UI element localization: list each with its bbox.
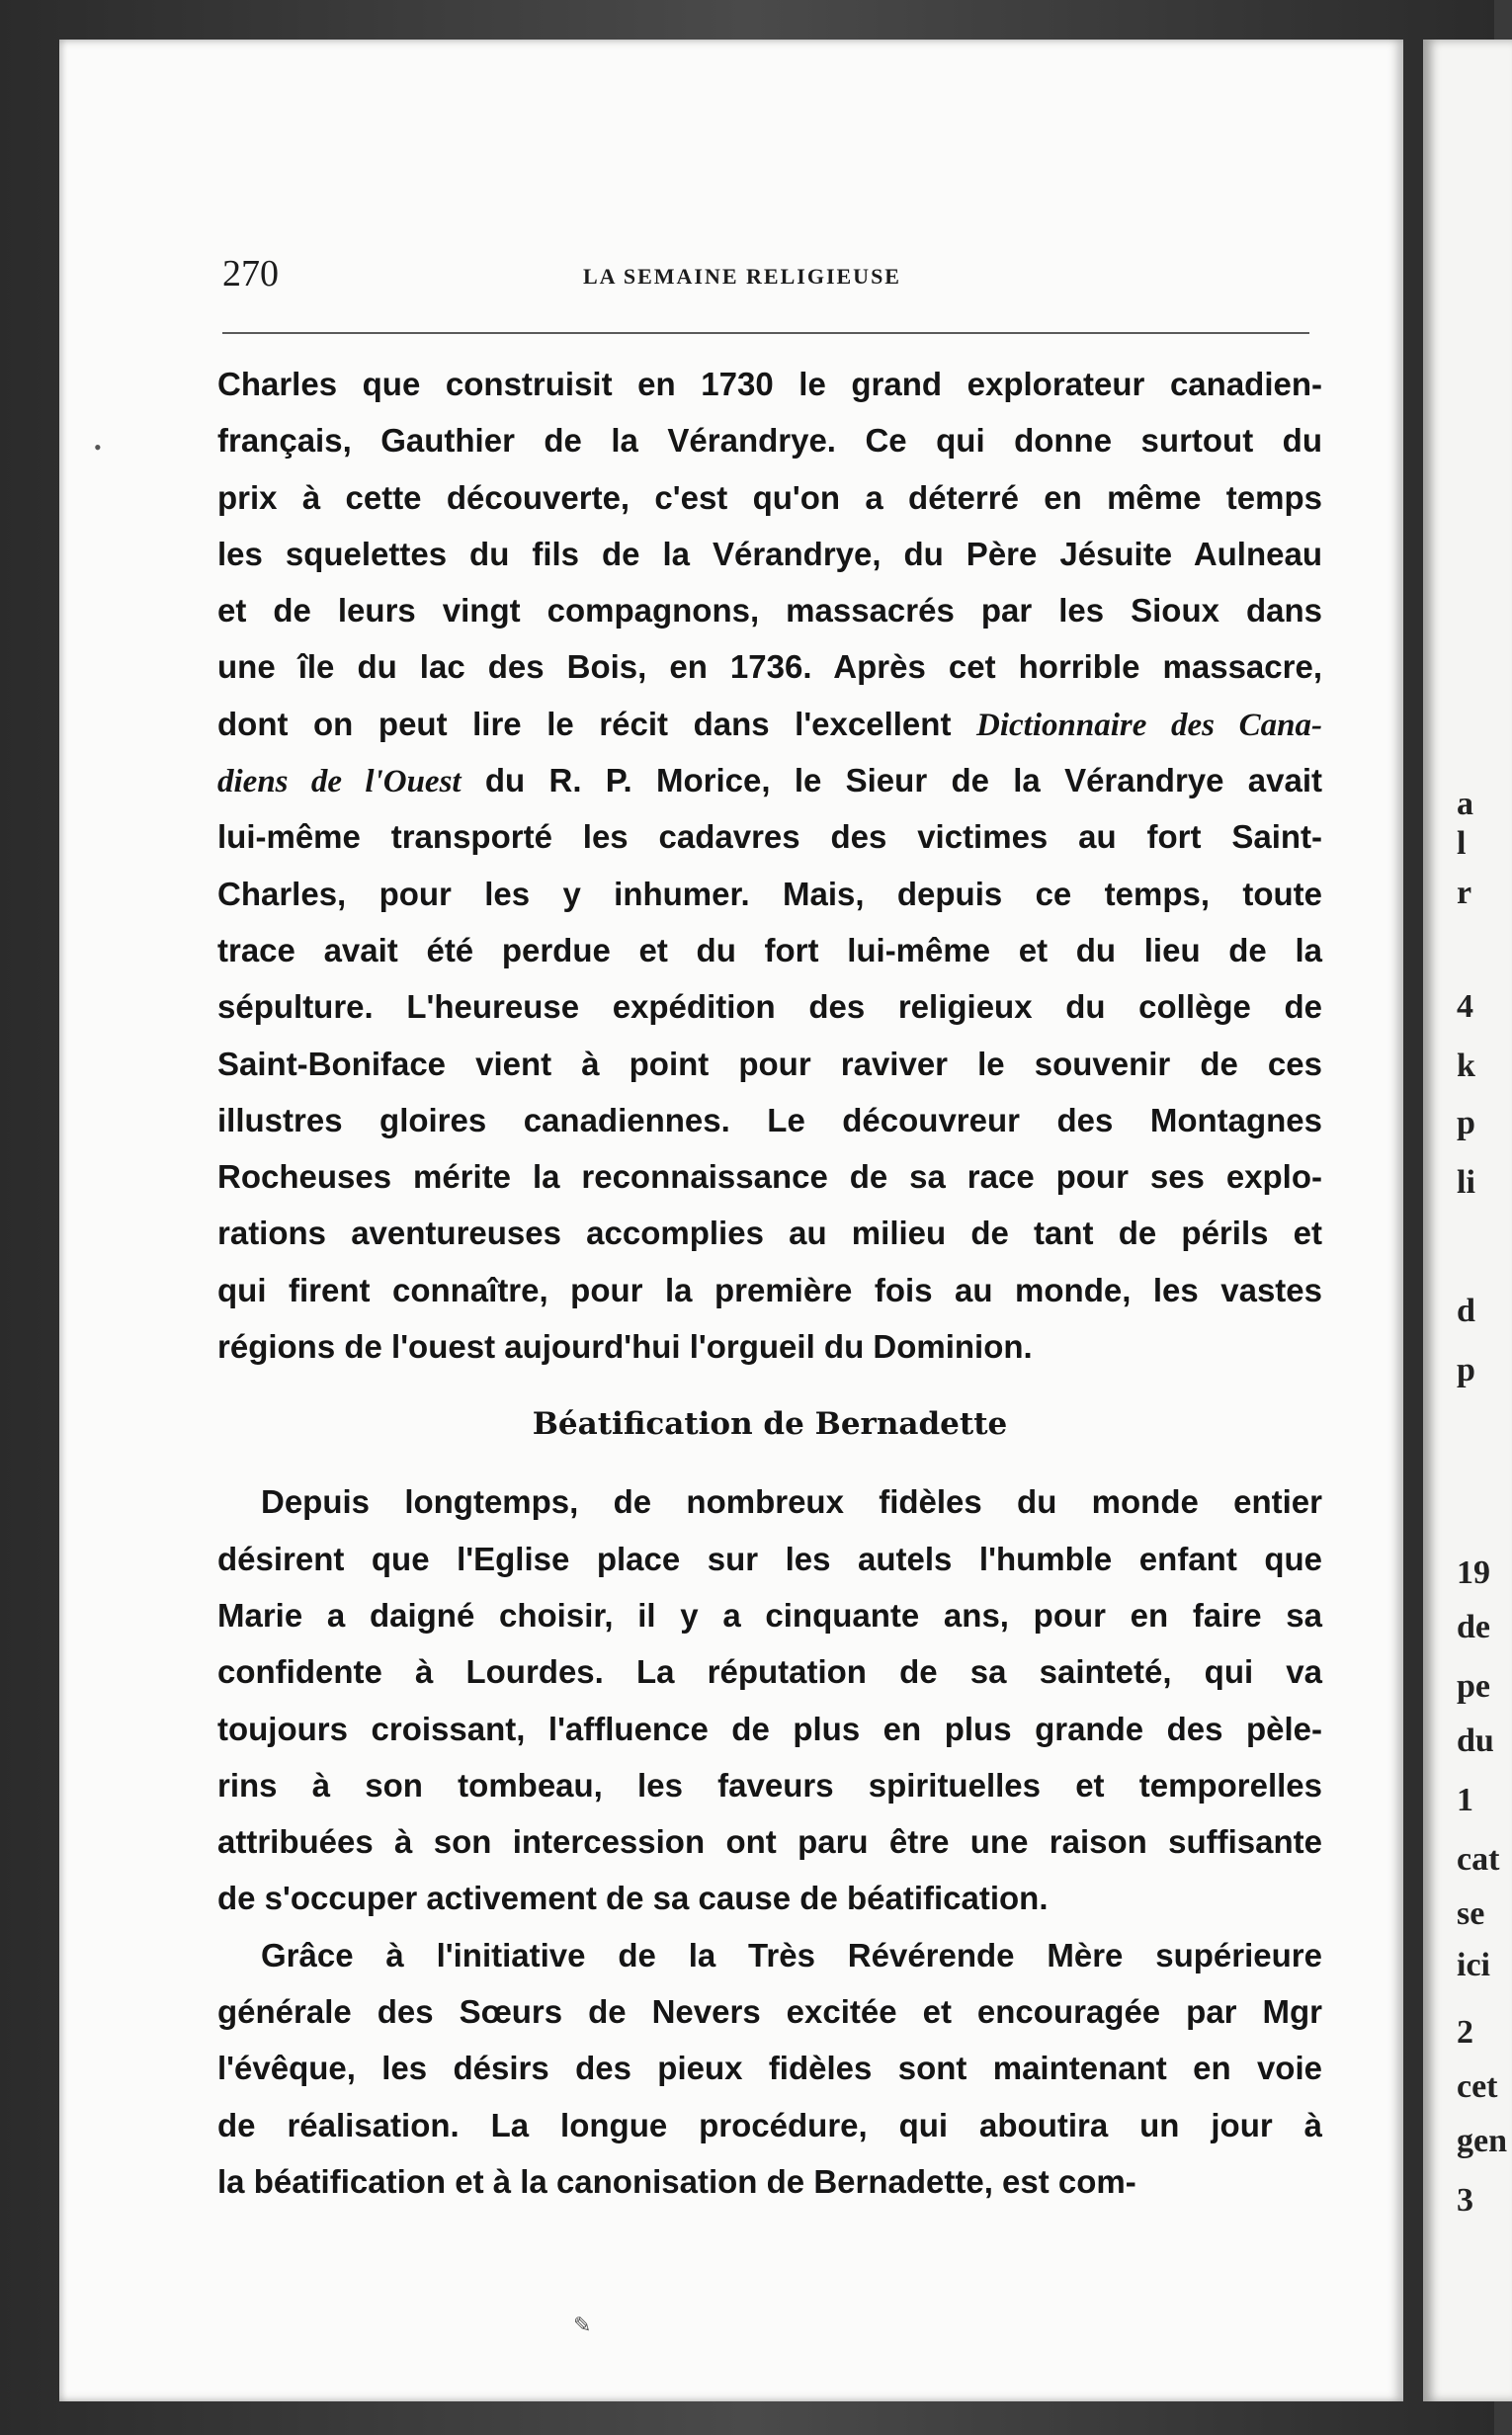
- text-line: qui firent connaître, pour la première fois au monde, les vastes: [217, 1271, 1322, 1308]
- adjacent-page-fragment: 19: [1457, 1554, 1490, 1591]
- text-line: de s'occuper activement de sa cause de béatification.: [217, 1880, 1049, 1917]
- scan-speck: •: [94, 435, 102, 460]
- adjacent-page-fragment: l: [1457, 825, 1467, 862]
- adjacent-page-fragment: li: [1457, 1164, 1475, 1201]
- paragraph-veranderye: [217, 356, 1322, 1375]
- adjacent-page-fragment: d: [1457, 1293, 1475, 1329]
- text-line: rins à son tombeau, les faveurs spirituelles et temporelles: [217, 1766, 1322, 1804]
- text-line: rations aventureuses accomplies au milieu de tant de périls et: [217, 1215, 1322, 1252]
- text-line: une île du lac des Bois, en 1736. Après cet horrible massacre,: [217, 648, 1322, 686]
- paragraph-bernadette-procedure: [217, 1927, 1322, 2210]
- header-rule: [222, 332, 1309, 334]
- text-line: illustres gloires canadiennes. Le découvreur des Montagnes: [217, 1101, 1322, 1138]
- text-line: trace avait été perdue et du fort lui-même et du lieu de la: [217, 931, 1322, 968]
- text-line: lui-même transporté les cadavres des victimes au fort Saint-: [217, 818, 1322, 856]
- adjacent-page-fragment: de: [1457, 1609, 1490, 1645]
- adjacent-page-fragment: pe: [1457, 1668, 1490, 1705]
- text-line: désirent que l'Eglise place sur les autels l'humble enfant que: [217, 1540, 1322, 1577]
- adjacent-page-fragment: p: [1457, 1105, 1475, 1141]
- text-line: Depuis longtemps, de nombreux fidèles du monde entier: [261, 1483, 1322, 1521]
- text-run: dont on peut lire le récit dans l'excellent: [217, 705, 976, 742]
- text-line: les squelettes du fils de la Vérandrye, du Père Jésuite Aulneau: [217, 535, 1322, 572]
- text-line: Charles, pour les y inhumer. Mais, depuis ce temps, toute: [217, 875, 1322, 912]
- adjacent-page-fragment: cet: [1457, 2068, 1498, 2105]
- page-number: 270: [222, 253, 279, 294]
- italic-title: Dictionnaire des Cana-: [976, 707, 1322, 743]
- adjacent-page-fragment: a: [1457, 786, 1473, 822]
- text-line: [217, 752, 1322, 808]
- text-line: attribuées à son intercession ont paru être une raison suffisante: [217, 1823, 1322, 1861]
- body-text: [217, 356, 1322, 2210]
- adjacent-page-fragment: cat: [1457, 1841, 1500, 1878]
- text-line: Charles que construisit en 1730 le grand explorateur canadien-: [217, 366, 1322, 402]
- adjacent-page-fragment: se: [1457, 1895, 1485, 1932]
- adjacent-page-fragment: ici: [1457, 1947, 1490, 1983]
- text-line: et de leurs vingt compagnons, massacrés par les Sioux dans: [217, 592, 1322, 630]
- adjacent-page-fragment: 4: [1457, 988, 1473, 1025]
- text-line: confidente à Lourdes. La réputation de sa sainteté, qui va: [217, 1653, 1322, 1691]
- page-header: [222, 252, 1309, 301]
- adjacent-page-fragment: k: [1457, 1048, 1475, 1084]
- adjacent-page-fragment: gen: [1457, 2123, 1507, 2159]
- adjacent-page-fragment: p: [1457, 1352, 1475, 1388]
- text-line: prix à cette découverte, c'est qu'on a déterré en même temps: [217, 478, 1322, 516]
- paragraph-bernadette-intro: [217, 1473, 1322, 1926]
- text-line: Marie a daigné choisir, il y a cinquante ans, pour en faire sa: [217, 1596, 1322, 1634]
- text-line: [217, 696, 1322, 752]
- adjacent-page-fragment: 2: [1457, 2014, 1473, 2051]
- text-line: sépulture. L'heureuse expédition des religieux du collège de: [217, 988, 1322, 1026]
- running-title: LA SEMAINE RELIGIEUSE: [583, 264, 901, 289]
- adjacent-page-fragment: r: [1457, 875, 1472, 911]
- adjacent-page-fragment: 3: [1457, 2182, 1473, 2219]
- text-line: Grâce à l'initiative de la Très Révérende Mère supérieure: [261, 1936, 1322, 1973]
- text-line: français, Gauthier de la Vérandrye. Ce qui donne surtout du: [217, 422, 1322, 460]
- text-line: régions de l'ouest aujourd'hui l'orgueil du Dominion.: [217, 1328, 1033, 1366]
- text-line: Saint-Boniface vient à point pour raviver le souvenir de ces: [217, 1045, 1322, 1082]
- section-heading: Béatification de Bernadette: [532, 1406, 1008, 1443]
- text-line: générale des Sœurs de Nevers excitée et encouragée par Mgr: [217, 1993, 1322, 2031]
- text-run: du R. P. Morice, le Sieur de la Vérandrye avait: [461, 762, 1323, 799]
- text-line: l'évêque, les désirs des pieux fidèles sont maintenant en voie: [217, 2050, 1322, 2087]
- text-line: Rocheuses mérite la reconnaissance de sa race pour ses explo-: [217, 1158, 1322, 1196]
- text-line: de réalisation. La longue procédure, qui aboutira un jour à: [217, 2106, 1322, 2143]
- scan-speck: ✎: [573, 2312, 592, 2337]
- text-line: toujours croissant, l'affluence de plus en plus grande des pèle-: [217, 1710, 1322, 1747]
- text-line: la béatification et à la canonisation de Bernadette, est com-: [217, 2162, 1136, 2200]
- adjacent-page-fragment: 1: [1457, 1782, 1473, 1818]
- adjacent-page-fragment: du: [1457, 1722, 1494, 1759]
- italic-title: diens de l'Ouest: [217, 764, 462, 800]
